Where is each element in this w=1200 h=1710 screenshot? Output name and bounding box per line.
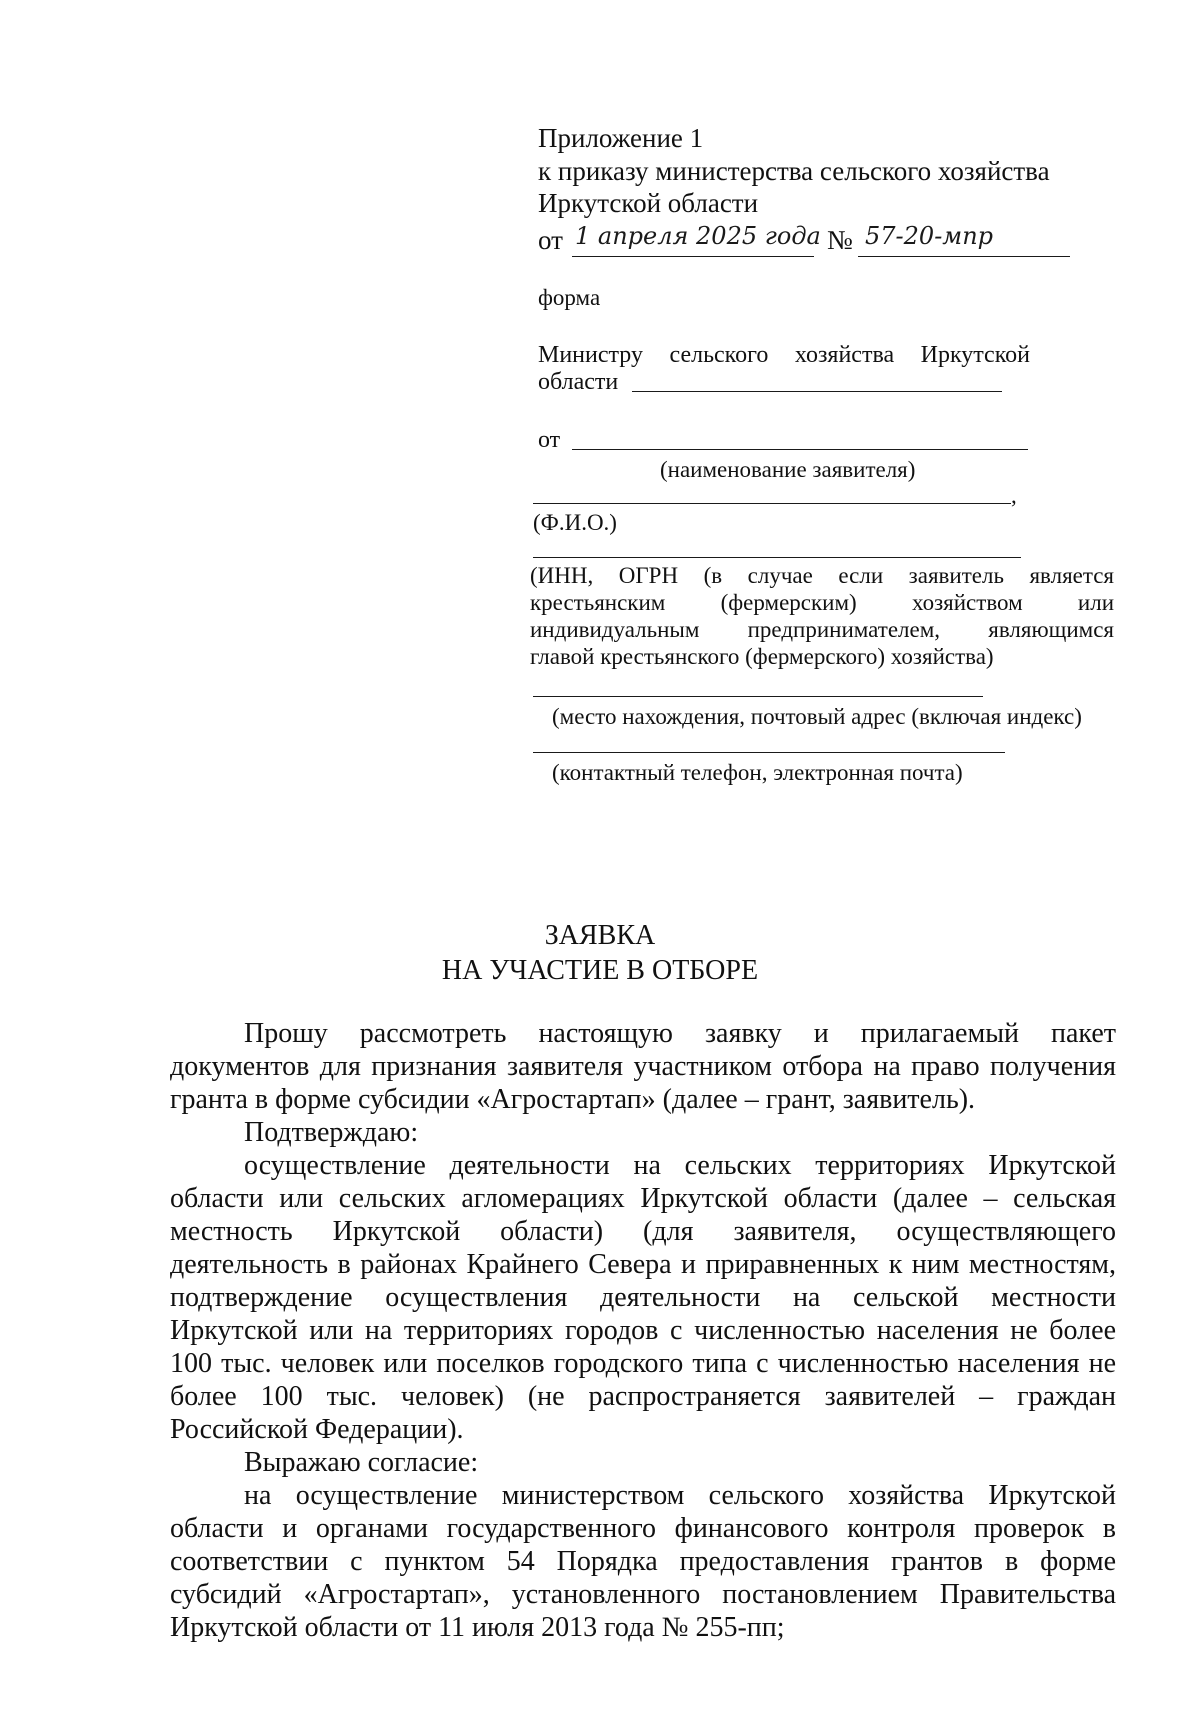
contact-fill-line — [533, 752, 1005, 753]
confirm-heading: Подтверждаю: — [244, 1117, 419, 1148]
addressee-line-2: области — [538, 369, 619, 395]
paragraph-1-line-3: гранта в форме субсидии «Агростартап» (далее – грант, заявитель). — [170, 1084, 976, 1115]
paragraph-3-line-4: субсидий «Агростартап», установленного постановлением Правительства — [170, 1579, 1116, 1610]
applicant-caption: (наименование заявителя) — [660, 457, 916, 482]
minister-fill-line — [632, 391, 1002, 392]
paragraph-2-line-4: деятельность в районах Крайнего Севера и приравненных к ним местностям, — [170, 1249, 1116, 1280]
paragraph-1-line-1: Прошу рассмотреть настоящую заявку и прилагаемый пакет — [244, 1018, 1116, 1049]
address-caption: (место нахождения, почтовый адрес (включая индекс) — [552, 704, 1082, 729]
paragraph-3-line-5: Иркутской области от 11 июля 2013 года № 255-пп; — [170, 1612, 785, 1643]
date-prefix: от — [538, 225, 563, 255]
paragraph-3-line-1: на осуществление министерством сельского хозяйства Иркутской — [244, 1480, 1116, 1511]
fio-fill-line — [533, 503, 1011, 504]
paragraph-3-line-3: соответствии с пунктом 54 Порядка предоставления грантов в форме — [170, 1546, 1116, 1577]
inn-fill-line — [533, 557, 1021, 558]
paragraph-2-line-2: области или сельских агломерациях Иркутской области (далее – сельская — [170, 1183, 1116, 1214]
paragraph-1-line-2: документов для признания заявителя участником отбора на право получения — [170, 1051, 1116, 1082]
order-region: Иркутской области — [538, 188, 759, 218]
form-label: форма — [538, 285, 601, 310]
date-underline — [572, 256, 814, 257]
fio-comma: , — [1011, 483, 1017, 508]
address-fill-line — [533, 696, 983, 697]
paragraph-2-line-6: Иркутской или на территориях городов с численностью населения не более — [170, 1315, 1116, 1346]
handwritten-date: 1 апреля 2025 года — [575, 222, 821, 250]
order-reference: к приказу министерства сельского хозяйства — [538, 156, 1050, 186]
inn-caption-line-3: индивидуальным предпринимателем, являющимся — [530, 617, 1114, 642]
handwritten-number: 57-20-мпр — [865, 222, 994, 250]
appendix-label: Приложение 1 — [538, 123, 704, 153]
fio-caption: (Ф.И.О.) — [533, 510, 617, 535]
document-title: ЗАЯВКА — [544, 920, 656, 951]
paragraph-2-line-7: 100 тыс. человек или поселков городского типа с численностью населения не — [170, 1348, 1116, 1379]
paragraph-2-line-5: подтверждение осуществления деятельности на сельской местности — [170, 1282, 1116, 1313]
paragraph-3-line-2: области и органами государственного финансового контроля проверок в — [170, 1513, 1116, 1544]
inn-caption-line-4: главой крестьянского (фермерского) хозяйства) — [530, 644, 994, 669]
inn-caption-line-1: (ИНН, ОГРН (в случае если заявитель является — [530, 563, 1114, 588]
paragraph-2-line-3: местность Иркутской области) (для заявителя, осуществляющего — [170, 1216, 1116, 1247]
document-subtitle: НА УЧАСТИЕ В ОТБОРЕ — [441, 955, 759, 986]
inn-caption-line-2: крестьянским (фермерским) хозяйством или — [530, 590, 1114, 615]
paragraph-2-line-9: Российской Федерации). — [170, 1414, 464, 1445]
paragraph-2-line-1: осуществление деятельности на сельских территориях Иркутской — [244, 1150, 1116, 1181]
addressee-line-1: Министру сельского хозяйства Иркутской — [538, 342, 1030, 368]
applicant-fill-line — [572, 449, 1028, 450]
number-sign: № — [827, 225, 853, 255]
from-label: от — [538, 427, 561, 453]
paragraph-2-line-8: более 100 тыс. человек) (не распространяется заявителей – граждан — [170, 1381, 1116, 1412]
number-underline — [858, 256, 1070, 257]
contact-caption: (контактный телефон, электронная почта) — [552, 760, 963, 785]
consent-heading: Выражаю согласие: — [244, 1447, 479, 1478]
